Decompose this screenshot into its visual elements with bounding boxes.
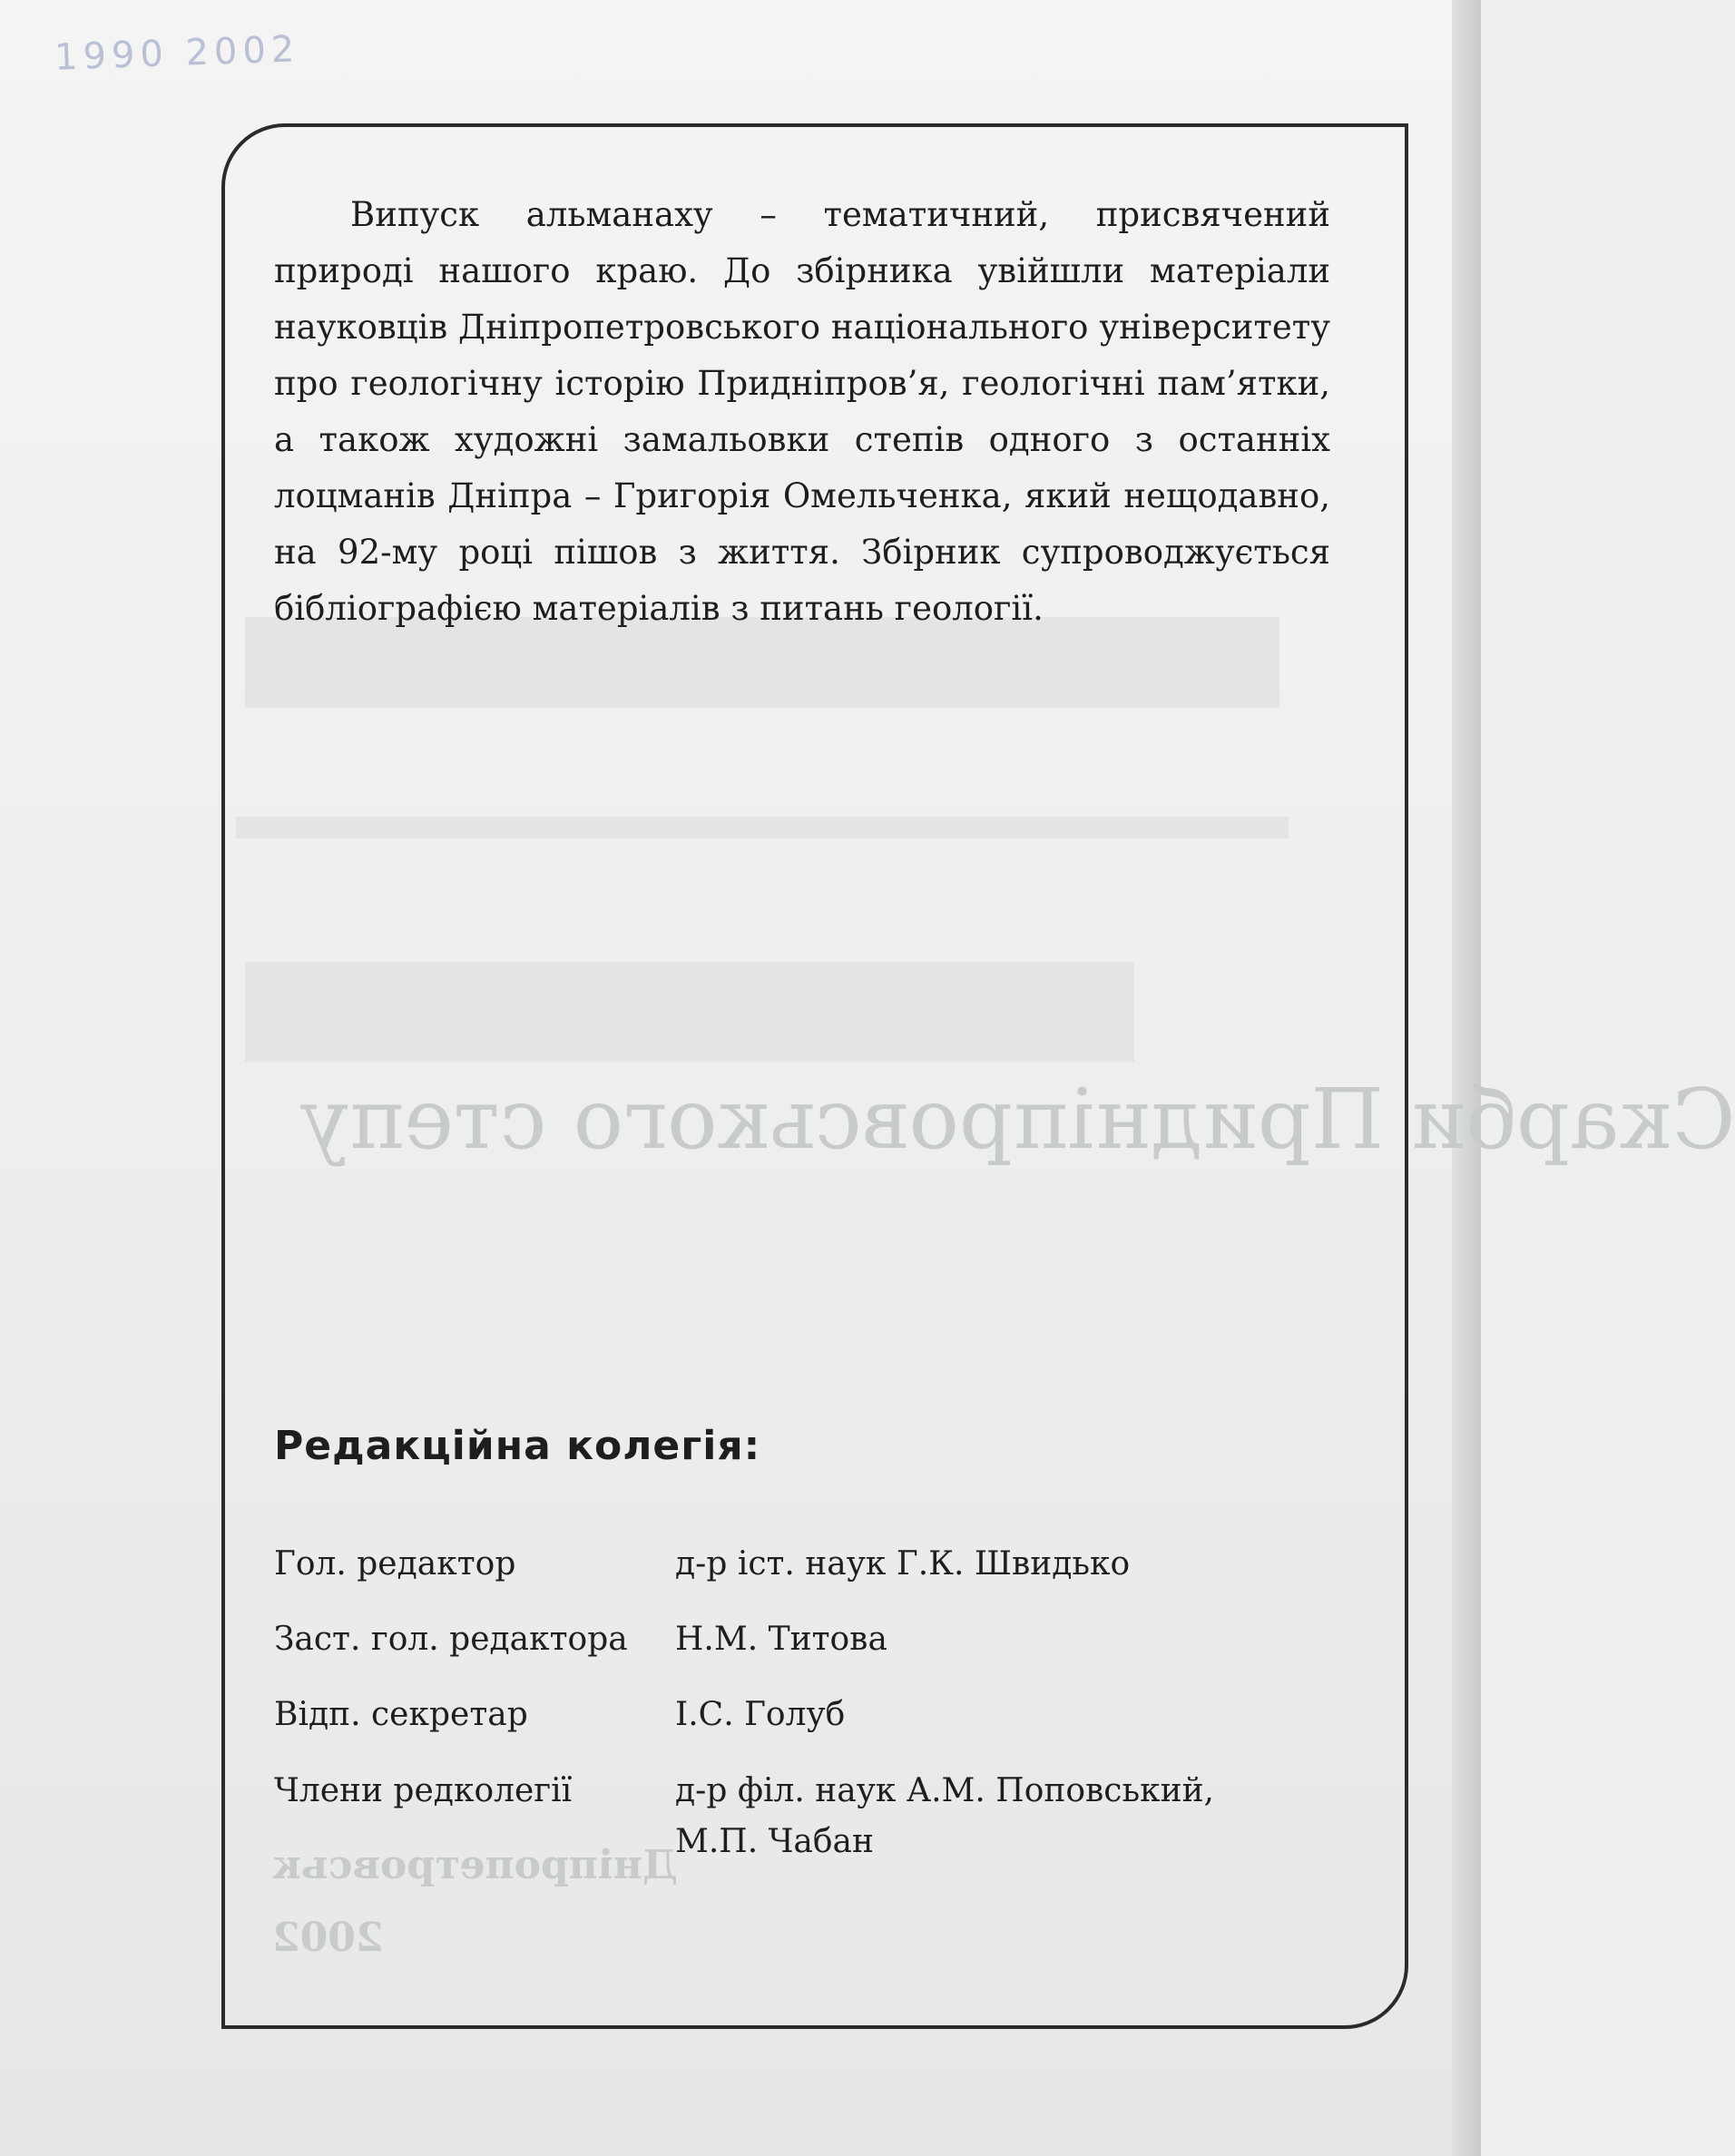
person-name: д-р іст. наук Г.К. Швидько (675, 1545, 1131, 1583)
editorial-board-heading: Редакційна колегія: (274, 1423, 761, 1469)
person-name: Н.М. Титова (675, 1621, 887, 1658)
person-name: І.С. Голуб (675, 1696, 846, 1733)
role-label: Члени редколегії (274, 1772, 573, 1809)
show-through-city: Дніпропетровськ (272, 1842, 678, 1888)
person-name: д-р філ. наук А.М. Поповський, (675, 1772, 1214, 1809)
role-label: Заст. гол. редактора (274, 1621, 628, 1658)
person-name: М.П. Чабан (675, 1823, 875, 1860)
show-through-title: Скарби Придніпровського степу (299, 1071, 1735, 1168)
intro-paragraph: Випуск альманаху – тематичний, присвячений природі нашого краю. До збірника увійшли матеріали науковців Дніпропетровського національного університету про геологічну історію Придніпров’я, геологічні пам’ятки, а також художні замальовки степів одного з останніх лоцманів Дніпра – Григорія Омельченка, який нещодавно, на 92-му році пішов з життя. Збірник супроводжується бібліографією матеріалів з питань геології. (274, 195, 1330, 628)
show-through-year: 2002 (272, 1915, 384, 1961)
role-label: Відп. секретар (274, 1696, 528, 1733)
role-label: Гол. редактор (274, 1545, 516, 1583)
handwritten-note: 1990 2002 (54, 28, 301, 79)
